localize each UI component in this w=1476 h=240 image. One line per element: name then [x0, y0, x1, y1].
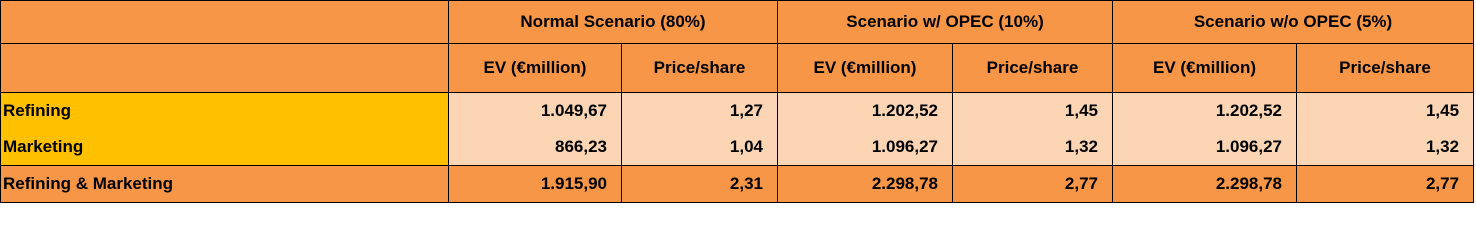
subheader-price-without-opec: Price/share	[1297, 44, 1474, 93]
cell-value: 1,32	[953, 129, 1113, 166]
table-row-total	[1, 166, 1474, 203]
row-label-refining: Refining	[1, 93, 449, 130]
scenario-header-without-opec: Scenario w/o OPEC (5%)	[1113, 1, 1474, 44]
row-label-marketing: Marketing	[1, 129, 449, 166]
subheader-ev-normal: EV (€million)	[449, 44, 622, 93]
cell-value: 1,27	[622, 93, 778, 130]
subheader-ev-without-opec: EV (€million)	[1113, 44, 1297, 93]
cell-value: 1,32	[1297, 129, 1474, 166]
corner-cell	[1, 1, 449, 44]
scenario-header-row	[1, 1, 1474, 44]
total-value: 2,77	[1297, 166, 1474, 203]
table-row-refining	[1, 93, 1474, 130]
subheader-price-with-opec: Price/share	[953, 44, 1113, 93]
row-label-total: Refining & Marketing	[1, 166, 449, 203]
cell-value: 1.202,52	[778, 93, 953, 130]
cell-value: 866,23	[449, 129, 622, 166]
subheader-price-normal: Price/share	[622, 44, 778, 93]
total-value: 2.298,78	[778, 166, 953, 203]
cell-value: 1,04	[622, 129, 778, 166]
total-value: 2,31	[622, 166, 778, 203]
corner-cell-2	[1, 44, 449, 93]
cell-value: 1.049,67	[449, 93, 622, 130]
total-value: 2,77	[953, 166, 1113, 203]
cell-value: 1.202,52	[1113, 93, 1297, 130]
subheader-ev-with-opec: EV (€million)	[778, 44, 953, 93]
scenario-header-normal: Normal Scenario (80%)	[449, 1, 778, 44]
metric-header-row	[1, 44, 1474, 93]
total-value: 2.298,78	[1113, 166, 1297, 203]
cell-value: 1.096,27	[1113, 129, 1297, 166]
cell-value: 1,45	[953, 93, 1113, 130]
scenario-header-with-opec: Scenario w/ OPEC (10%)	[778, 1, 1113, 44]
cell-value: 1.096,27	[778, 129, 953, 166]
table-row-marketing	[1, 129, 1474, 166]
total-value: 1.915,90	[449, 166, 622, 203]
cell-value: 1,45	[1297, 93, 1474, 130]
